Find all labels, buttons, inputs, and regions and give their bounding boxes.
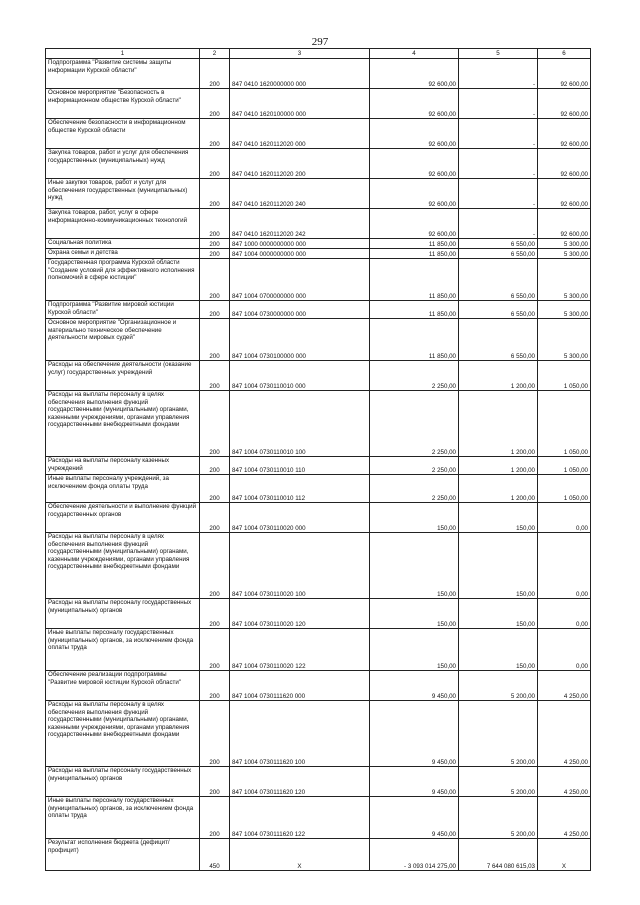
row-code: 200	[200, 149, 230, 179]
row-code: 200	[200, 301, 230, 319]
row-value-col6: 0,00	[538, 533, 591, 599]
row-name: Расходы на обеспечение деятельности (оказание услуг) государственных учреждений	[46, 361, 200, 391]
table-row	[46, 671, 591, 701]
row-budget-code: 847 1004 0730111620 120	[230, 767, 370, 797]
row-value-col6: 0,00	[538, 503, 591, 533]
row-value-col4: 11 850,00	[370, 249, 459, 259]
row-value-col6: 0,00	[538, 599, 591, 629]
row-value-col5: -	[459, 179, 538, 209]
row-value-col6: 4 250,00	[538, 671, 591, 701]
budget-table	[45, 48, 591, 871]
row-code: 200	[200, 259, 230, 301]
row-budget-code: 847 1004 0730110020 122	[230, 629, 370, 671]
row-code: 450	[200, 839, 230, 871]
row-value-col5: 5 200,00	[459, 671, 538, 701]
row-value-col6: 4 250,00	[538, 797, 591, 839]
row-budget-code: 847 1004 0730000000 000	[230, 301, 370, 319]
row-value-col6: 0,00	[538, 629, 591, 671]
row-name: Расходы на выплаты персоналу государственных (муниципальных) органов	[46, 599, 200, 629]
row-value-col5: -	[459, 209, 538, 239]
row-code: 200	[200, 503, 230, 533]
row-code: 200	[200, 599, 230, 629]
table-row	[46, 391, 591, 457]
row-value-col6: 5 300,00	[538, 301, 591, 319]
row-value-col6: 1 050,00	[538, 475, 591, 503]
table-row	[46, 361, 591, 391]
header-row	[46, 49, 591, 59]
row-value-col6: 92 600,00	[538, 59, 591, 89]
row-code: 200	[200, 59, 230, 89]
table-row	[46, 149, 591, 179]
row-code: 200	[200, 797, 230, 839]
row-code: 200	[200, 475, 230, 503]
column-header: 6	[538, 49, 591, 59]
row-value-col5: -	[459, 119, 538, 149]
row-name: Закупка товаров, работ, услуг в сфере информационно-коммуникационных технологий	[46, 209, 200, 239]
row-value-col5: -	[459, 149, 538, 179]
column-header: 1	[46, 49, 200, 59]
row-value-col5: 150,00	[459, 599, 538, 629]
row-value-col5: 150,00	[459, 533, 538, 599]
row-code: 200	[200, 249, 230, 259]
row-value-col5: 6 550,00	[459, 319, 538, 361]
row-name: Государственная программа Курской области "Создание условий для эффективного исполнения полномочий в сфере юстиции"	[46, 259, 200, 301]
row-value-col5: 1 200,00	[459, 361, 538, 391]
row-budget-code: 847 1004 0730110020 100	[230, 533, 370, 599]
row-value-col6: 5 300,00	[538, 239, 591, 249]
row-value-col6: 4 250,00	[538, 701, 591, 767]
row-code: 200	[200, 319, 230, 361]
row-value-col5: 6 550,00	[459, 259, 538, 301]
row-name: Обеспечение безопасности в информационном обществе Курской области	[46, 119, 200, 149]
row-value-col6: 5 300,00	[538, 259, 591, 301]
row-code: 200	[200, 701, 230, 767]
table-row	[46, 249, 591, 259]
row-value-col5: 150,00	[459, 503, 538, 533]
row-value-col4: 11 850,00	[370, 301, 459, 319]
row-name: Расходы на выплаты персоналу в целях обеспечения выполнения функций государственными (муниципальными) органами, казенными учреждениями, органами управления государственными внебюджетными фондами	[46, 391, 200, 457]
row-value-col5: 5 200,00	[459, 701, 538, 767]
row-value-col4: 150,00	[370, 599, 459, 629]
row-budget-code: 847 1004 0730111620 100	[230, 701, 370, 767]
row-name: Обеспечение деятельности и выполнение функций государственных органов	[46, 503, 200, 533]
row-value-col4: - 3 093 014 275,00	[370, 839, 459, 871]
row-budget-code: 847 1004 0730110010 000	[230, 361, 370, 391]
row-value-col4: 2 250,00	[370, 391, 459, 457]
row-value-col4: 9 450,00	[370, 767, 459, 797]
row-value-col4: 2 250,00	[370, 475, 459, 503]
row-name: Расходы на выплаты персоналу в целях обеспечения выполнения функций государственными (муниципальными) органами, казенными учреждениями, органами управления государственными внебюджетными фондами	[46, 701, 200, 767]
table-row	[46, 797, 591, 839]
row-value-col6: X	[538, 839, 591, 871]
row-value-col4: 92 600,00	[370, 119, 459, 149]
row-budget-code: 847 1004 0700000000 000	[230, 259, 370, 301]
row-value-col4: 2 250,00	[370, 457, 459, 475]
row-code: 200	[200, 767, 230, 797]
row-budget-code: 847 1004 0730110020 000	[230, 503, 370, 533]
table-row	[46, 629, 591, 671]
row-value-col6: 5 300,00	[538, 249, 591, 259]
row-value-col6: 4 250,00	[538, 767, 591, 797]
row-budget-code: 847 1004 0000000000 000	[230, 249, 370, 259]
row-value-col6: 5 300,00	[538, 319, 591, 361]
row-value-col4: 150,00	[370, 629, 459, 671]
row-value-col6: 92 600,00	[538, 209, 591, 239]
row-value-col5: 1 200,00	[459, 475, 538, 503]
row-value-col5: 6 550,00	[459, 239, 538, 249]
row-budget-code: 847 0410 1620112020 000	[230, 119, 370, 149]
table-row	[46, 319, 591, 361]
row-value-col4: 9 450,00	[370, 701, 459, 767]
table-row	[46, 475, 591, 503]
row-value-col5: 150,00	[459, 629, 538, 671]
row-name: Подпрограмма "Развитие мировой юстиции Курской области"	[46, 301, 200, 319]
row-budget-code: 847 0410 1620112020 242	[230, 209, 370, 239]
row-value-col6: 92 600,00	[538, 119, 591, 149]
row-value-col5: 6 550,00	[459, 301, 538, 319]
row-name: Социальная политика	[46, 239, 200, 249]
table-row	[46, 767, 591, 797]
row-name: Результат исполнения бюджета (дефицит/профицит)	[46, 839, 200, 871]
row-name: Иные выплаты персоналу учреждений, за исключением фонда оплаты труда	[46, 475, 200, 503]
row-value-col6: 92 600,00	[538, 149, 591, 179]
table-row	[46, 59, 591, 89]
table-row	[46, 209, 591, 239]
row-name: Основное мероприятие "Организационное и материально техническое обеспечение деятельности мировых судей"	[46, 319, 200, 361]
row-name: Закупка товаров, работ и услуг для обеспечения государственных (муниципальных) нужд	[46, 149, 200, 179]
row-value-col4: 92 600,00	[370, 179, 459, 209]
row-code: 200	[200, 361, 230, 391]
row-name: Расходы на выплаты персоналу государственных (муниципальных) органов	[46, 767, 200, 797]
column-header: 4	[370, 49, 459, 59]
row-budget-code: 847 1004 0730100000 000	[230, 319, 370, 361]
row-budget-code: X	[230, 839, 370, 871]
row-budget-code: 847 1004 0730111620 000	[230, 671, 370, 701]
row-value-col4: 92 600,00	[370, 59, 459, 89]
row-name: Основное мероприятие "Безопасность в информационном обществе Курской области"	[46, 89, 200, 119]
table-row	[46, 839, 591, 871]
table-row	[46, 259, 591, 301]
table-row	[46, 239, 591, 249]
row-name: Подпрограмма "Развитие системы защиты информации Курской области"	[46, 59, 200, 89]
row-value-col4: 150,00	[370, 503, 459, 533]
row-code: 200	[200, 671, 230, 701]
row-code: 200	[200, 629, 230, 671]
row-name: Охрана семьи и детства	[46, 249, 200, 259]
row-name: Обеспечение реализации подпрограммы "Развитие мировой юстиции Курской области"	[46, 671, 200, 701]
row-name: Иные закупки товаров, работ и услуг для обеспечения государственных (муниципальных) нужд	[46, 179, 200, 209]
row-code: 200	[200, 457, 230, 475]
column-header: 5	[459, 49, 538, 59]
row-budget-code: 847 0410 1620112020 200	[230, 149, 370, 179]
row-value-col4: 9 450,00	[370, 671, 459, 701]
table-row	[46, 599, 591, 629]
row-code: 200	[200, 179, 230, 209]
row-code: 200	[200, 119, 230, 149]
row-name: Расходы на выплаты персоналу в целях обеспечения выполнения функций государственными (муниципальными) органами, казенными учреждениями, органами управления государственными внебюджетными фондами	[46, 533, 200, 599]
row-code: 200	[200, 391, 230, 457]
row-value-col5: 6 550,00	[459, 249, 538, 259]
row-budget-code: 847 0410 1620000000 000	[230, 59, 370, 89]
row-value-col4: 92 600,00	[370, 149, 459, 179]
row-budget-code: 847 1000 0000000000 000	[230, 239, 370, 249]
row-value-col4: 150,00	[370, 533, 459, 599]
row-code: 200	[200, 209, 230, 239]
row-value-col4: 11 850,00	[370, 239, 459, 249]
row-value-col4: 92 600,00	[370, 89, 459, 119]
row-budget-code: 847 1004 0730111620 122	[230, 797, 370, 839]
table-row	[46, 533, 591, 599]
table-row	[46, 89, 591, 119]
row-value-col6: 1 050,00	[538, 361, 591, 391]
row-code: 200	[200, 533, 230, 599]
page-number: 297	[311, 36, 329, 48]
row-value-col5: 1 200,00	[459, 457, 538, 475]
column-header: 2	[200, 49, 230, 59]
row-budget-code: 847 1004 0730110010 100	[230, 391, 370, 457]
row-name: Иные выплаты персоналу государственных (муниципальных) органов, за исключением фонда оплаты труда	[46, 629, 200, 671]
row-budget-code: 847 0410 1620100000 000	[230, 89, 370, 119]
table-row	[46, 457, 591, 475]
row-value-col4: 11 850,00	[370, 319, 459, 361]
row-budget-code: 847 0410 1620112020 240	[230, 179, 370, 209]
row-budget-code: 847 1004 0730110010 110	[230, 457, 370, 475]
table-row	[46, 503, 591, 533]
row-value-col5: 1 200,00	[459, 391, 538, 457]
row-name: Расходы на выплаты персоналу казенных учреждений	[46, 457, 200, 475]
column-header: 3	[230, 49, 370, 59]
row-value-col6: 1 050,00	[538, 457, 591, 475]
table-row	[46, 119, 591, 149]
row-value-col6: 92 600,00	[538, 179, 591, 209]
table-row	[46, 701, 591, 767]
row-value-col5: 7 644 080 615,03	[459, 839, 538, 871]
row-code: 200	[200, 239, 230, 249]
row-code: 200	[200, 89, 230, 119]
table-row	[46, 301, 591, 319]
row-name: Иные выплаты персоналу государственных (муниципальных) органов, за исключением фонда оплаты труда	[46, 797, 200, 839]
row-value-col4: 92 600,00	[370, 209, 459, 239]
row-value-col6: 92 600,00	[538, 89, 591, 119]
row-value-col4: 9 450,00	[370, 797, 459, 839]
row-value-col5: -	[459, 59, 538, 89]
row-budget-code: 847 1004 0730110020 120	[230, 599, 370, 629]
row-value-col6: 1 050,00	[538, 391, 591, 457]
row-value-col5: 5 200,00	[459, 797, 538, 839]
row-value-col5: -	[459, 89, 538, 119]
row-budget-code: 847 1004 0730110010 112	[230, 475, 370, 503]
table-row	[46, 179, 591, 209]
row-value-col5: 5 200,00	[459, 767, 538, 797]
row-value-col4: 2 250,00	[370, 361, 459, 391]
row-value-col4: 11 850,00	[370, 259, 459, 301]
